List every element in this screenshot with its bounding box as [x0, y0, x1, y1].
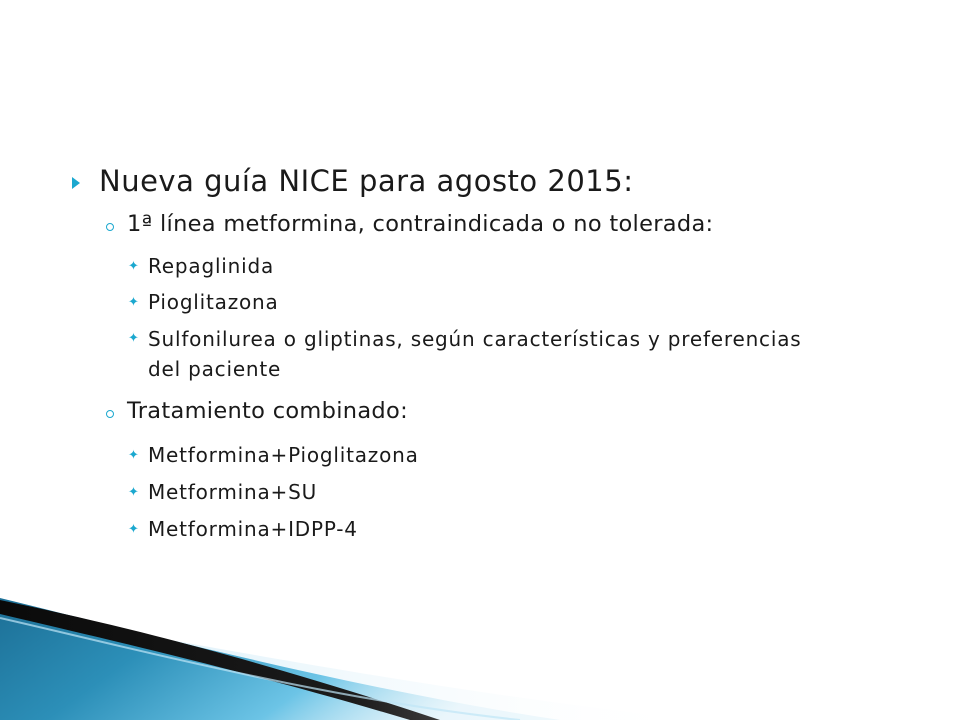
slide-title: Nueva guía NICE para agosto 2015: — [99, 164, 634, 198]
list-item-text: Repaglinida — [148, 254, 275, 278]
list-item-text: Sulfonilurea o gliptinas, según características y preferencias del paciente — [148, 327, 802, 381]
section2-heading: Tratamiento combinado: — [127, 398, 408, 424]
star-bullet-icon: ✦ — [128, 448, 140, 463]
star-bullet-icon: ✦ — [128, 259, 140, 274]
section1-heading: 1ª línea metformina, contraindicada o no tolerada: — [127, 211, 714, 237]
list-item-text: Metformina+SU — [148, 480, 318, 504]
list-item-text: Metformina+Pioglitazona — [148, 443, 419, 467]
star-bullet-icon: ✦ — [128, 522, 140, 537]
list-item-text: Pioglitazona — [148, 290, 279, 314]
star-bullet-icon: ✦ — [128, 295, 140, 310]
star-bullet-icon: ✦ — [128, 331, 140, 346]
star-bullet-icon: ✦ — [128, 485, 140, 500]
list-item-text: Metformina+IDPP-4 — [148, 517, 358, 541]
